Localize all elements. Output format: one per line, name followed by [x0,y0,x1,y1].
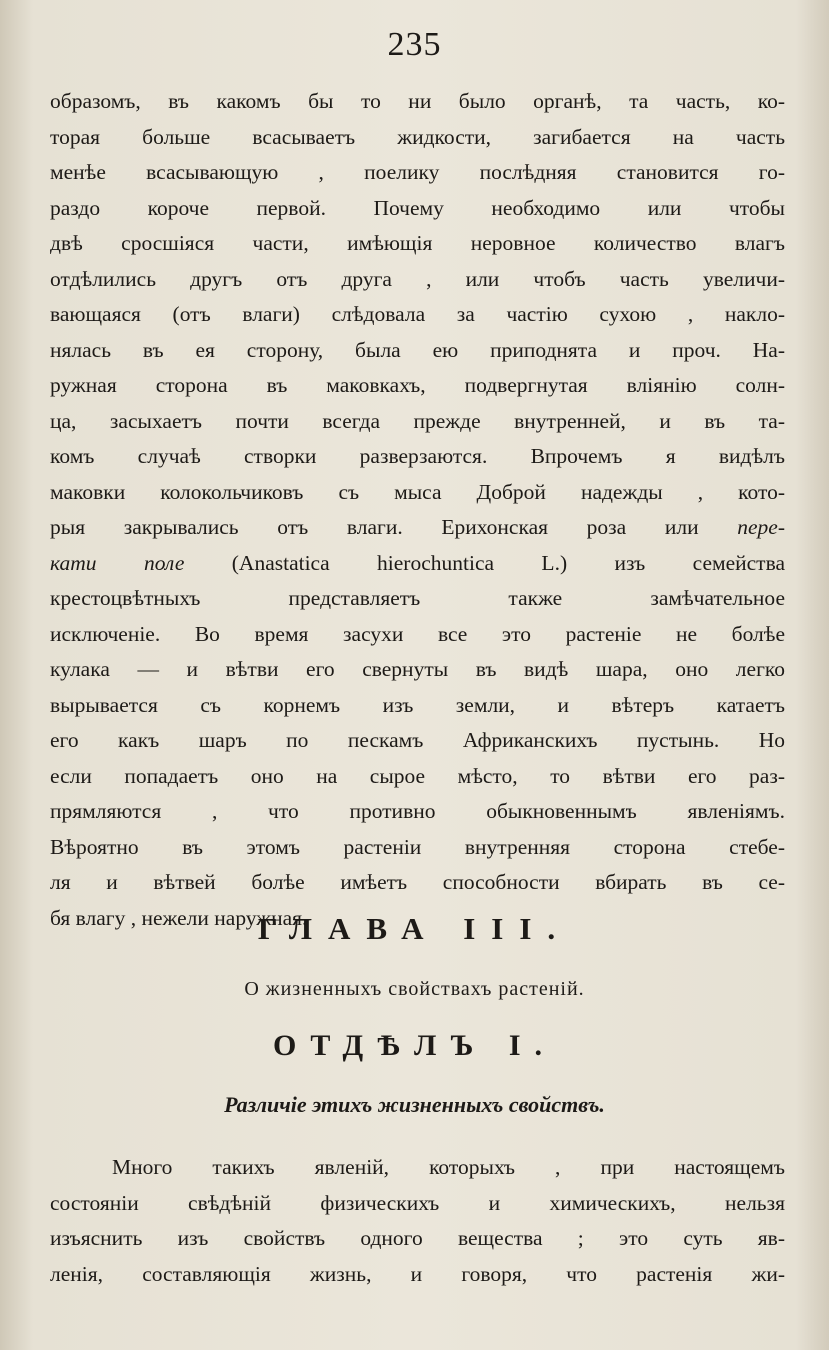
text-line: кулака — и вѣтви его свернуты въ видѣ шара, оно легко [50,657,785,681]
text-line: комъ случаѣ створки разверзаются. Впрочемъ я видѣлъ [50,444,785,468]
text-line: раздо короче первой. Почему необходимо или чтобы [50,195,785,220]
text-line: маковки колокольчиковъ съ мыса Доброй надежды , кото- [50,479,785,504]
text-line-mixed [50,510,785,546]
chapter-title: ГЛАВА III. [257,911,572,946]
text-line: двѣ сросшіяся части, имѣющія неровное количество влагъ [50,231,785,255]
text-line: исключеніе. Во время засухи все это растеніе не болѣе [50,621,785,646]
text-line-mixed [50,546,785,582]
text-line: бя влагу , нежели наружная. [50,905,308,930]
text-line: его какъ шаръ по пескамъ Африканскихъ пустынь. Но [50,728,785,752]
text-line: Много такихъ явленій, которыхъ , при настоящемъ [112,1155,785,1179]
italic-segment: кати поле [50,550,185,575]
italic-segment: пере- [737,515,785,539]
text-line: нялась въ ея сторону, была ею приподнята и проч. На- [50,337,785,362]
text-line: вающаяся (отъ влаги) слѣдовала за частію сухою , накло- [50,302,785,326]
text-line: вырывается съ корнемъ изъ земли, и вѣтеръ катаетъ [50,692,785,717]
text-line: если попадаетъ оно на сырое мѣсто, то вѣтви его раз- [50,763,785,788]
chapter-subtitle: О жизненныхъ свойствахъ растеній. [244,978,585,1000]
text-segment: рыя закрывались отъ влаги. Ерихонская роза или [50,515,738,539]
text-line: ружная сторона въ маковкахъ, подвергнутая вліянію солн- [50,373,785,397]
text-line: отдѣлились другъ отъ друга , или чтобъ часть увеличи- [50,266,785,291]
text-line: Вѣроятно въ этомъ растеніи внутренняя сторона стебе- [50,834,785,859]
text-line: менѣе всасывающую , поелику послѣдняя становится го- [50,160,785,184]
text-line: ля и вѣтвей болѣе имѣетъ способности вбирать въ се- [50,870,785,894]
paragraph-2 [50,1150,785,1292]
text-line: состояніи свѣдѣній физическихъ и химическихъ, нельзя [50,1190,785,1215]
section-title: ОТДѢЛЪ I. [273,1029,556,1062]
text-line: образомъ, въ какомъ бы то ни было органѣ, та часть, ко- [50,89,785,113]
text-line: изъяснить изъ свойствъ одного вещества ; это суть яв- [50,1226,785,1250]
text-line: крестоцвѣтныхъ представляетъ также замѣчательное [50,586,785,610]
paragraph-1 [50,84,785,936]
page-number: 235 [387,26,442,63]
section-subtitle: Различіе этихъ жизненныхъ свойствъ. [224,1092,605,1117]
text-line: ленія, составляющія жизнь, и говоря, что растенія жи- [50,1261,785,1286]
text-line: торая больше всасываетъ жидкости, загибается на часть [50,124,785,149]
text-line: ца, засыхаетъ почти всегда прежде внутренней, и въ та- [50,408,785,433]
text-line: прямляются , что противно обыкновеннымъ явленіямъ. [50,799,785,823]
text-segment: (Anastatica hierochuntica L.) изъ семейства [184,550,785,575]
